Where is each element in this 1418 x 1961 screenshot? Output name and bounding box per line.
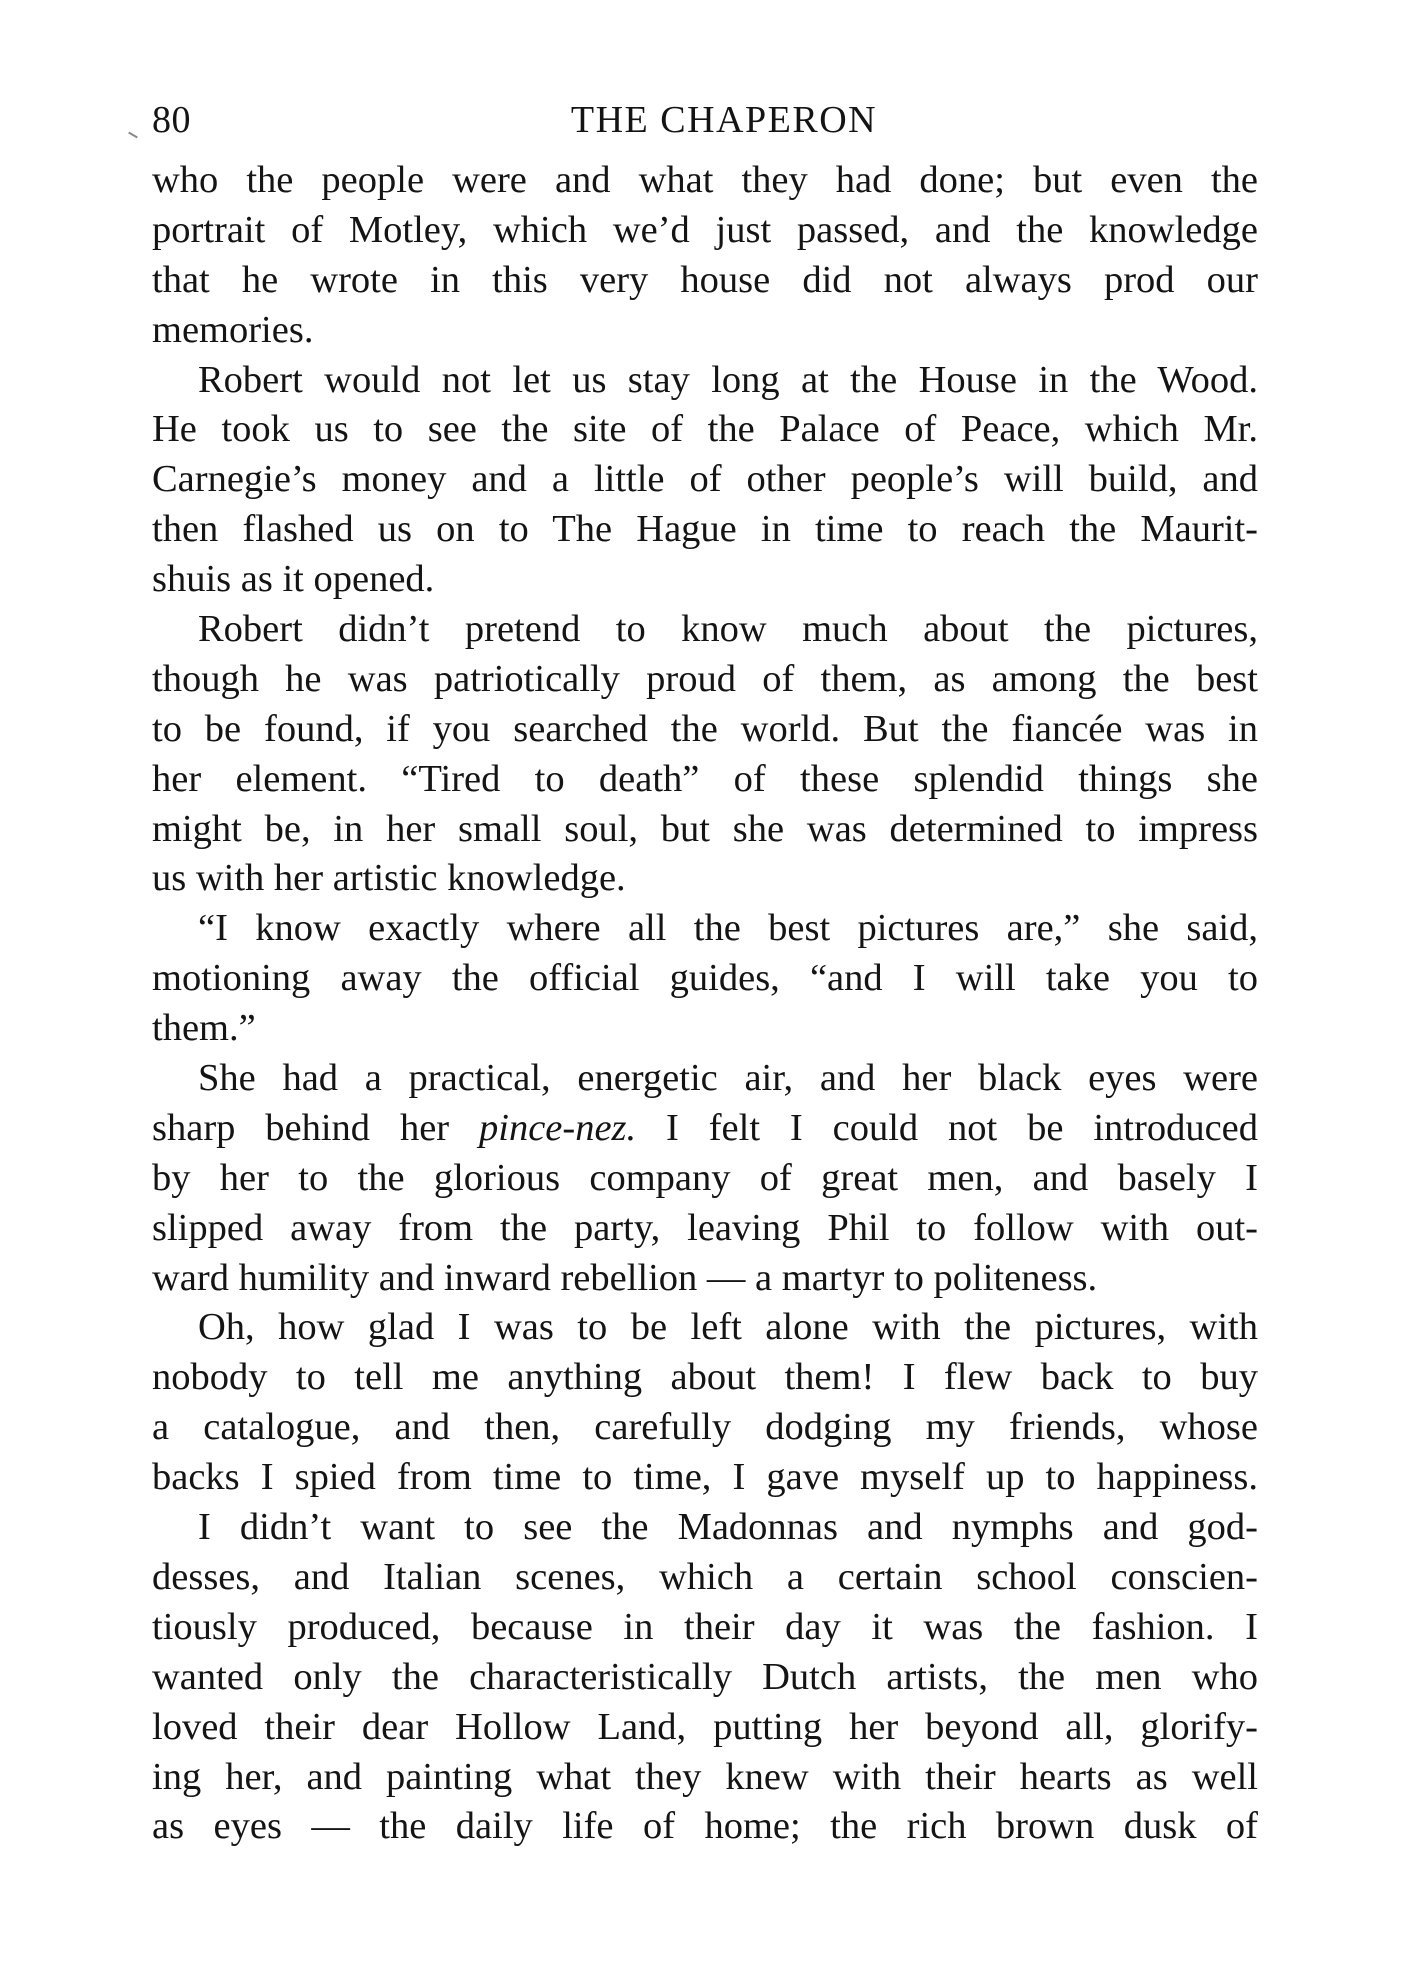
text-line: her element. “Tired to death” of these splendid things she [152, 757, 1258, 800]
text-line: Oh, how glad I was to be left alone with the pictures, with [198, 1306, 1258, 1349]
running-title: THE CHAPERON [570, 99, 878, 141]
text-line: that he wrote in this very house did not always prod our [152, 258, 1258, 301]
text-line: slipped away from the party, leaving Phil to follow with out- [152, 1206, 1258, 1249]
text-fragment: I felt I could not be introduced [666, 1106, 1258, 1149]
text-line: She had a practical, energetic air, and her black eyes were [198, 1057, 1258, 1100]
text-line: tiously produced, because in their day it was the fashion. I [152, 1605, 1258, 1648]
text-line: portrait of Motley, which we’d just passed, and the knowledge [152, 208, 1258, 251]
text-line: a catalogue, and then, carefully dodging my friends, whose [152, 1406, 1258, 1449]
italic-term: pince-nez. [479, 1106, 637, 1149]
text-line: nobody to tell me anything about them! I flew back to buy [152, 1356, 1258, 1399]
body-text [152, 156, 1258, 1852]
text-line: though he was patriotically proud of them, as among the best [152, 657, 1258, 700]
text-line: who the people were and what they had done; but even the [152, 159, 1258, 201]
text-line: “I know exactly where all the best pictures are,” she said, [198, 907, 1258, 950]
text-line: backs I spied from time to time, I gave myself up to happiness. [152, 1456, 1258, 1499]
text-line: I didn’t want to see the Madonnas and nymphs and god- [198, 1506, 1258, 1549]
text-line: Robert didn’t pretend to know much about the pictures, [198, 608, 1258, 651]
text-line: motioning away the official guides, “and I will take you to [152, 957, 1258, 1000]
text-line: them.” [152, 1007, 256, 1050]
page-header [152, 96, 1256, 152]
text-line: ward humility and inward rebellion — a martyr to politeness. [152, 1256, 1098, 1299]
text-line: desses, and Italian scenes, which a certain school conscien- [152, 1555, 1258, 1598]
text-line: us with her artistic knowledge. [152, 857, 626, 900]
text-line: loved their dear Hollow Land, putting her beyond all, glorify- [152, 1705, 1258, 1748]
text-line: as eyes — the daily life of home; the rich brown dusk of [152, 1805, 1258, 1848]
text-line: Carnegie’s money and a little of other people’s will build, and [152, 458, 1258, 501]
text-line: shuis as it opened. [152, 558, 435, 601]
text-line: wanted only the characteristically Dutch artists, the men who [152, 1655, 1258, 1698]
text-line: He took us to see the site of the Palace of Peace, which Mr. [152, 408, 1258, 451]
text-line: then flashed us on to The Hague in time to reach the Maurit- [152, 508, 1258, 551]
text-line: ing her, and painting what they knew with their hearts as well [152, 1755, 1258, 1798]
page-number: 80 [152, 99, 191, 141]
page-mark [128, 132, 138, 139]
text-line: to be found, if you searched the world. But the fiancée was in [152, 707, 1258, 750]
text-line: memories. [152, 308, 314, 351]
text-line: by her to the glorious company of great men, and basely I [152, 1156, 1258, 1199]
text-line: might be, in her small soul, but she was determined to impress [152, 807, 1258, 850]
text-line-mixed [152, 1104, 1258, 1154]
text-fragment: sharp behind her [152, 1106, 450, 1149]
text-line: Robert would not let us stay long at the House in the Wood. [198, 358, 1258, 401]
